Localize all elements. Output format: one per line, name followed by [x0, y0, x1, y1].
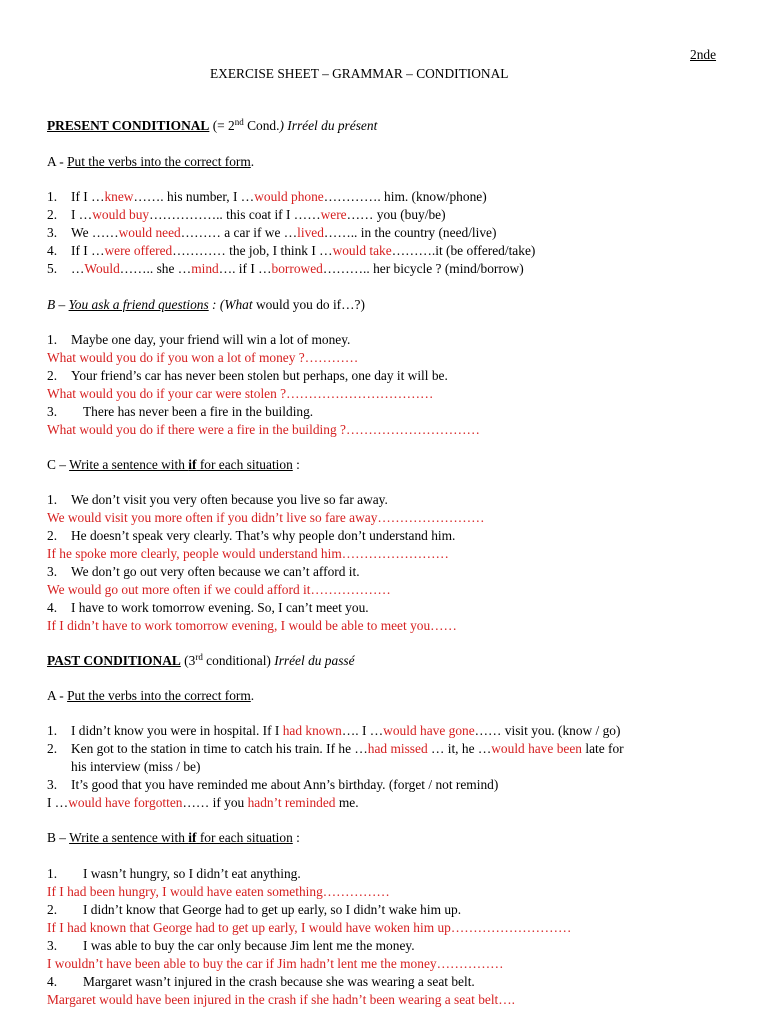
item-text: If I … [71, 189, 105, 204]
question-text: Margaret wasn’t injured in the crash because she was wearing a seat belt. [83, 974, 475, 989]
present-c-question-3 [47, 564, 360, 580]
present-conditional-heading [47, 118, 377, 134]
past-b-question-2 [47, 902, 461, 918]
present-c-question-4 [47, 600, 369, 616]
answer-text: were offered [104, 243, 173, 258]
item-text: …. I … [341, 723, 384, 738]
section-what: What [224, 297, 253, 312]
present-b-answer-1: What would you do if you won a lot of money ?………… [47, 350, 359, 365]
question-text: It’s good that you have reminded me about Ann’s birthday. (forget / not remind) [71, 777, 499, 792]
answer-text: Would [84, 261, 120, 276]
present-b-question-1 [47, 332, 350, 348]
item-text: ……….. her bicycle ? (mind/borrow) [322, 261, 524, 276]
item-text: …. if I … [218, 261, 272, 276]
answer-text: knew [104, 189, 134, 204]
present-c-answer-1: We would visit you more often if you didn’t live so fare away…………………… [47, 510, 485, 525]
section-prefix: A - [47, 154, 68, 169]
item-text: If I … [71, 243, 105, 258]
label-if: if [188, 457, 197, 472]
item-text: …… visit you. (know / go) [474, 723, 621, 738]
item-number: 4. [47, 974, 58, 989]
item-text: ……….it (be offered/take) [391, 243, 536, 258]
answer-text: lived [297, 225, 324, 240]
item-number: 4. [47, 600, 58, 615]
item-text: me. [335, 795, 359, 810]
item-number: 2. [47, 368, 58, 383]
section-end: : [292, 457, 300, 472]
section-prefix: B – [47, 830, 70, 845]
page-title: EXERCISE SHEET – GRAMMAR – CONDITIONAL [210, 66, 509, 81]
present-c-question-1 [47, 492, 388, 508]
question-text: I was able to buy the car only because Jim lent me the money. [83, 938, 415, 953]
past-b-answer-4: Margaret would have been injured in the crash if she hadn’t been wearing a seat belt…. [47, 992, 516, 1007]
label-part: for each situation [196, 457, 293, 472]
level-label: 2nde [690, 47, 717, 62]
question-text: I have to work tomorrow evening. So, I can’t meet you. [71, 600, 369, 615]
item-number: 2. [47, 741, 58, 756]
present-a-item-3 [47, 225, 496, 241]
item-number: 1. [47, 332, 58, 347]
label-part: Write a sentence with [69, 457, 189, 472]
present-a-item-1 [47, 189, 487, 205]
present-b-answer-2: What would you do if your car were stolen ?…………………………… [47, 386, 434, 401]
present-c-question-2 [47, 528, 455, 544]
present-b-question-2 [47, 368, 448, 384]
item-text: late for [582, 741, 624, 756]
present-a-instruction [47, 154, 254, 170]
answer-text: would take [332, 243, 392, 258]
answer-text: would have gone [383, 723, 475, 738]
present-c-answer-3: We would go out more often if we could afford it……………… [47, 582, 391, 597]
item-text: ……… a car if we … [180, 225, 298, 240]
question-text: Maybe one day, your friend will win a lot of money. [71, 332, 351, 347]
past-a-instruction [47, 688, 254, 704]
present-c-answer-4: If I didn’t have to work tomorrow evening, I would be able to meet you…… [47, 618, 457, 633]
question-text: Your friend’s car has never been stolen but perhaps, one day it will be. [71, 368, 448, 383]
past-a-item-2 [47, 741, 624, 757]
item-number: 2. [47, 902, 58, 917]
present-b-instruction [47, 297, 365, 313]
section-end: . [250, 154, 255, 169]
section-rest: would you do if…?) [252, 297, 365, 312]
section-end: : [292, 830, 300, 845]
present-heading-sub-c: ) Irréel du présent [279, 118, 378, 133]
past-b-answer-3: I wouldn’t have been able to buy the car if Jim hadn’t lent me the money…………… [47, 956, 504, 971]
section-label [69, 830, 293, 845]
present-b-question-3 [47, 404, 313, 420]
label-part: for each situation [196, 830, 293, 845]
section-label: Put the verbs into the correct form [67, 154, 251, 169]
item-number: 2. [47, 207, 58, 222]
present-a-item-5 [47, 261, 524, 277]
present-heading-sub-b: Cond. [243, 118, 280, 133]
item-text: … it, he … [427, 741, 492, 756]
label-if: if [188, 830, 197, 845]
past-b-instruction [47, 830, 300, 846]
question-text: We don’t go out very often because we can’t afford it. [71, 564, 360, 579]
past-heading-sub-c: Irréel du passé [274, 653, 355, 668]
item-number: 5. [47, 261, 58, 276]
item-number: 1. [47, 492, 58, 507]
item-text: …………….. this coat if I …… [149, 207, 321, 222]
item-number: 3. [47, 777, 58, 792]
answer-text: would have forgotten [68, 795, 183, 810]
present-a-item-2 [47, 207, 446, 223]
section-label: Put the verbs into the correct form [67, 688, 251, 703]
item-number: 3. [47, 225, 58, 240]
item-text: …… you (buy/be) [346, 207, 446, 222]
past-b-question-3 [47, 938, 415, 954]
question-text: I wasn’t hungry, so I didn’t eat anything. [83, 866, 301, 881]
answer-text: would buy [92, 207, 150, 222]
present-heading-sub-a: (= 2 [212, 118, 235, 133]
past-heading-text: PAST CONDITIONAL [47, 653, 181, 668]
past-a-item-3 [47, 777, 498, 793]
past-a-item-1 [47, 723, 620, 739]
item-text: …………. him. (know/phone) [323, 189, 487, 204]
past-b-question-1 [47, 866, 301, 882]
present-a-item-4 [47, 243, 535, 259]
answer-text: hadn’t reminded [247, 795, 336, 810]
answer-text: would need [118, 225, 181, 240]
item-text: I … [47, 795, 69, 810]
question-text: We don’t visit you very often because you live so far away. [71, 492, 388, 507]
item-number: 3. [47, 564, 58, 579]
answer-text: had known [282, 723, 342, 738]
item-text: … [71, 261, 85, 276]
section-end: . [250, 688, 255, 703]
section-middle: : ( [208, 297, 225, 312]
item-text: Ken got to the station in time to catch his train. If he … [71, 741, 368, 756]
present-b-answer-3: What would you do if there were a fire in the building ?………………………… [47, 422, 480, 437]
past-heading-sub-b: conditional) [202, 653, 275, 668]
present-c-answer-2: If he spoke more clearly, people would understand him…………………… [47, 546, 449, 561]
present-heading-sup: nd [234, 117, 244, 127]
label-part: Write a sentence with [69, 830, 189, 845]
present-heading-text: PRESENT CONDITIONAL [47, 118, 210, 133]
item-number: 1. [47, 723, 58, 738]
section-prefix: B – [47, 297, 69, 312]
item-number: 3. [47, 938, 58, 953]
question-text: I didn’t know that George had to get up early, so I didn’t wake him up. [83, 902, 462, 917]
item-number: 4. [47, 243, 58, 258]
answer-text: would have been [491, 741, 582, 756]
item-text: …… if you [182, 795, 248, 810]
past-a-item-3-answer [47, 795, 359, 811]
question-text: There has never been a fire in the building. [83, 404, 314, 419]
past-b-answer-2: If I had known that George had to get up early, I would have woken him up……………………… [47, 920, 572, 935]
item-text: I … [71, 207, 93, 222]
section-prefix: C – [47, 457, 70, 472]
answer-text: were [320, 207, 347, 222]
item-text: …….. in the country (need/live) [323, 225, 497, 240]
answer-text: borrowed [271, 261, 323, 276]
past-heading-sup: rd [195, 652, 203, 662]
past-b-question-4 [47, 974, 475, 990]
answer-text: would phone [254, 189, 324, 204]
past-a-item-2-continued: his interview (miss / be) [71, 759, 201, 774]
present-c-instruction [47, 457, 300, 473]
question-text: He doesn’t speak very clearly. That’s why people don’t understand him. [71, 528, 456, 543]
item-text: ……. his number, I … [133, 189, 255, 204]
answer-text: had missed [367, 741, 428, 756]
section-label [69, 457, 293, 472]
item-text: I didn’t know you were in hospital. If I [71, 723, 283, 738]
item-text: …….. she … [119, 261, 192, 276]
item-number: 2. [47, 528, 58, 543]
section-prefix: A - [47, 688, 68, 703]
past-heading-sub-a: (3 [184, 653, 196, 668]
section-label: You ask a friend questions [68, 297, 209, 312]
item-number: 1. [47, 866, 58, 881]
past-conditional-heading [47, 653, 355, 669]
answer-text: mind [191, 261, 219, 276]
item-number: 3. [47, 404, 58, 419]
past-b-answer-1: If I had been hungry, I would have eaten something…………… [47, 884, 390, 899]
item-text: We …… [71, 225, 119, 240]
item-text: ………… the job, I think I … [172, 243, 333, 258]
item-number: 1. [47, 189, 58, 204]
